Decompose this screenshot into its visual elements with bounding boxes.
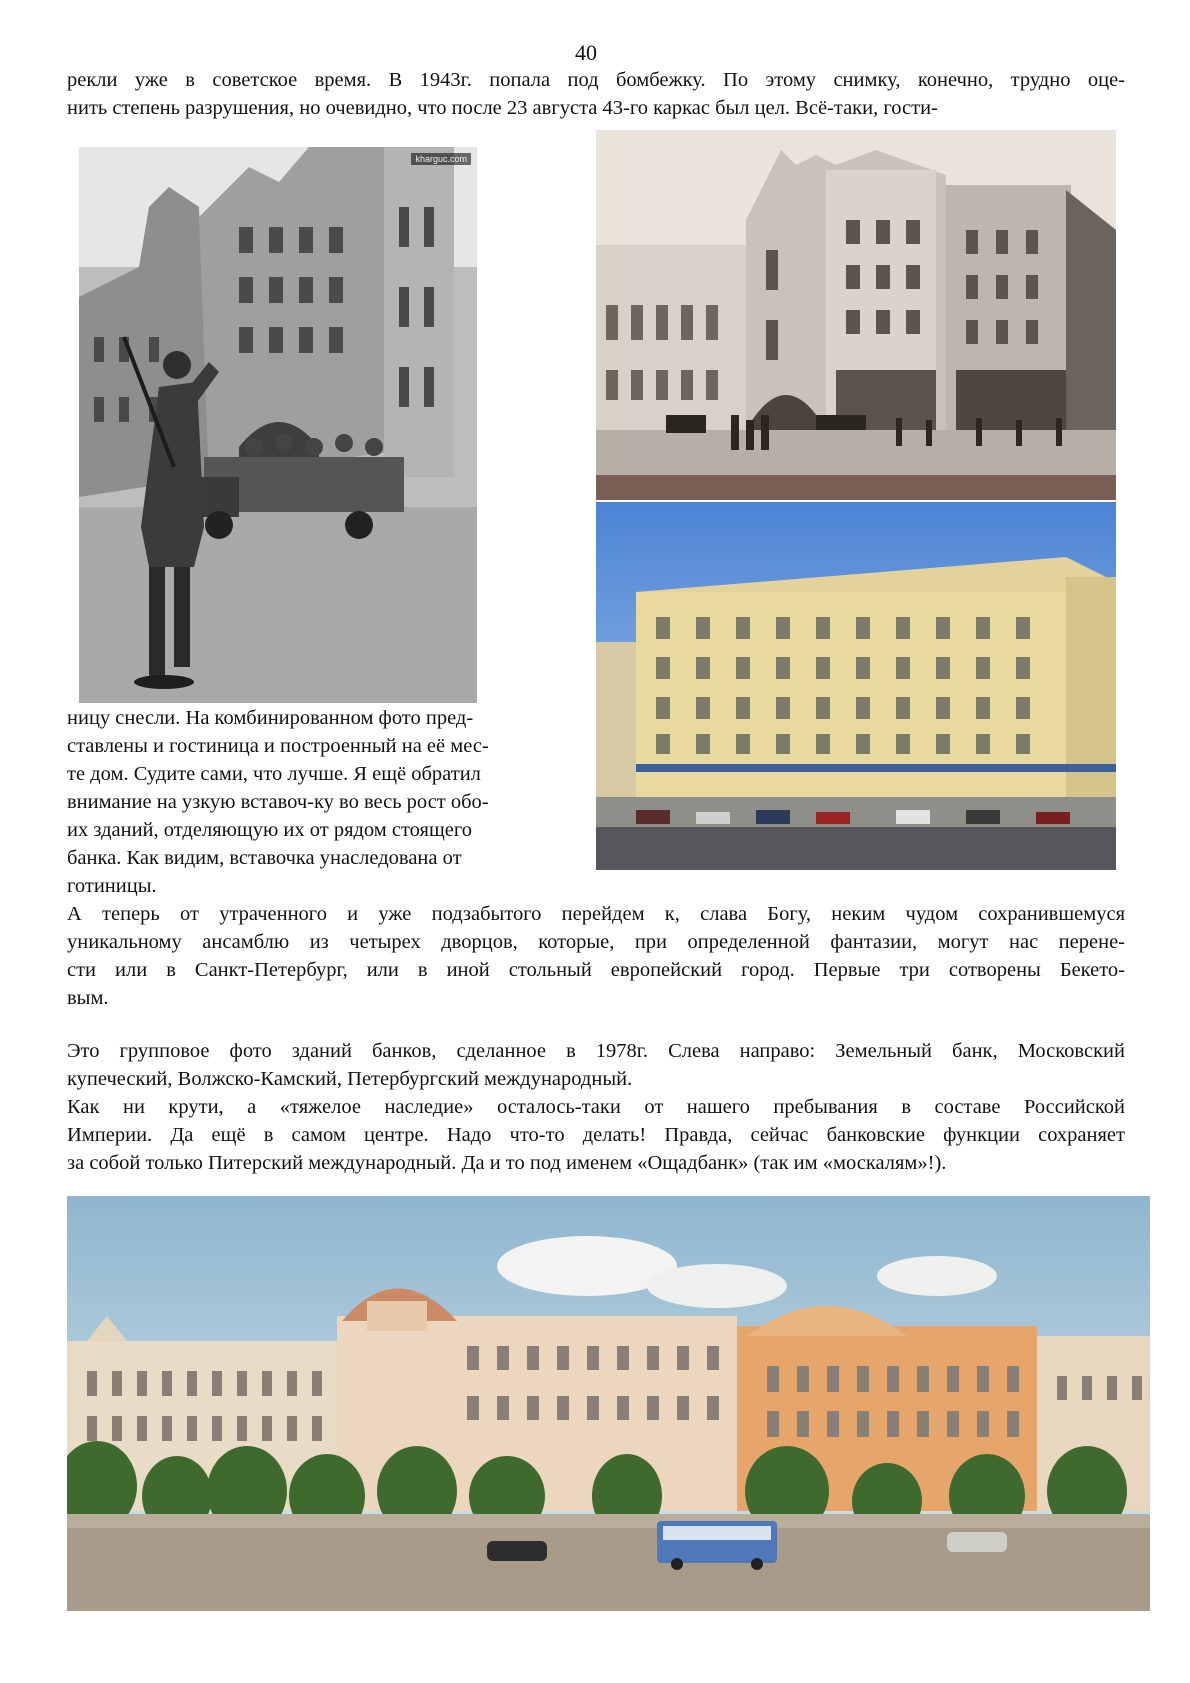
text-line: сти или в Санкт-Петербург, или в иной стольный европейский город. Первые три сотворены Бекето- bbox=[67, 959, 1125, 981]
text-line: за собой только Питерский международный. Да и то под именем «Ощадбанк» (так им «москалям»!). bbox=[67, 1152, 947, 1174]
banks-panorama-photo bbox=[67, 1196, 1150, 1611]
text-line: рекли уже в советское время. В 1943г. попала под бомбежку. По этому снимку, конечно, трудно оце- bbox=[67, 69, 1125, 91]
text-line: А теперь от утраченного и уже подзабытого перейдем к, слава Богу, неким чудом сохранившемуся bbox=[67, 903, 1125, 925]
text-line: их зданий, отделяющую их от рядом стоящего bbox=[67, 819, 472, 841]
caption-combined-photo bbox=[67, 704, 567, 900]
text-line: Это групповое фото зданий банков, сделанное в 1978г. Слева направо: Земельный банк, Московский bbox=[67, 1040, 1125, 1062]
text-line: вым. bbox=[67, 987, 109, 1009]
historic-hotel-photo bbox=[596, 130, 1116, 500]
text-line: уникальному ансамблю из четырех дворцов, которые, при определенной фантазии, могут нас перене- bbox=[67, 931, 1125, 953]
modern-building-photo bbox=[596, 502, 1116, 870]
photo-watermark: kharguc.com bbox=[411, 153, 471, 165]
paragraph-ensemble bbox=[67, 900, 1125, 1012]
paragraph-heritage bbox=[67, 1093, 1125, 1177]
top-text bbox=[67, 66, 1125, 122]
text-line: Империи. Да ещё в самом центре. Надо что-то делать! Правда, сейчас банковские функции сохраняет bbox=[67, 1124, 1125, 1146]
text-line: ставлены и гостиница и построенный на её мес- bbox=[67, 735, 489, 757]
text-line: купеческий, Волжско-Камский, Петербургский международный. bbox=[67, 1068, 633, 1090]
text-line: Как ни крути, а «тяжелое наследие» осталось-таки от нашего пребывания в составе Российской bbox=[67, 1096, 1125, 1118]
text-line: банка. Как видим, вставочка унаследована от bbox=[67, 847, 462, 869]
text-line: ницу снесли. На комбинированном фото пред- bbox=[67, 707, 474, 729]
text-line: те дом. Судите сами, что лучше. Я ещё обратил bbox=[67, 763, 481, 785]
text-line: внимание на узкую вставоч-ку во весь рост обо- bbox=[67, 791, 489, 813]
text-line: готиницы. bbox=[67, 875, 157, 897]
text-line: нить степень разрушения, но очевидно, что после 23 августа 43-го каркас был цел. Всё-таки, гости- bbox=[67, 97, 938, 119]
wartime-street-photo bbox=[79, 147, 477, 703]
page-number: 40 bbox=[575, 40, 597, 65]
paragraph-group-photo bbox=[67, 1037, 1125, 1093]
